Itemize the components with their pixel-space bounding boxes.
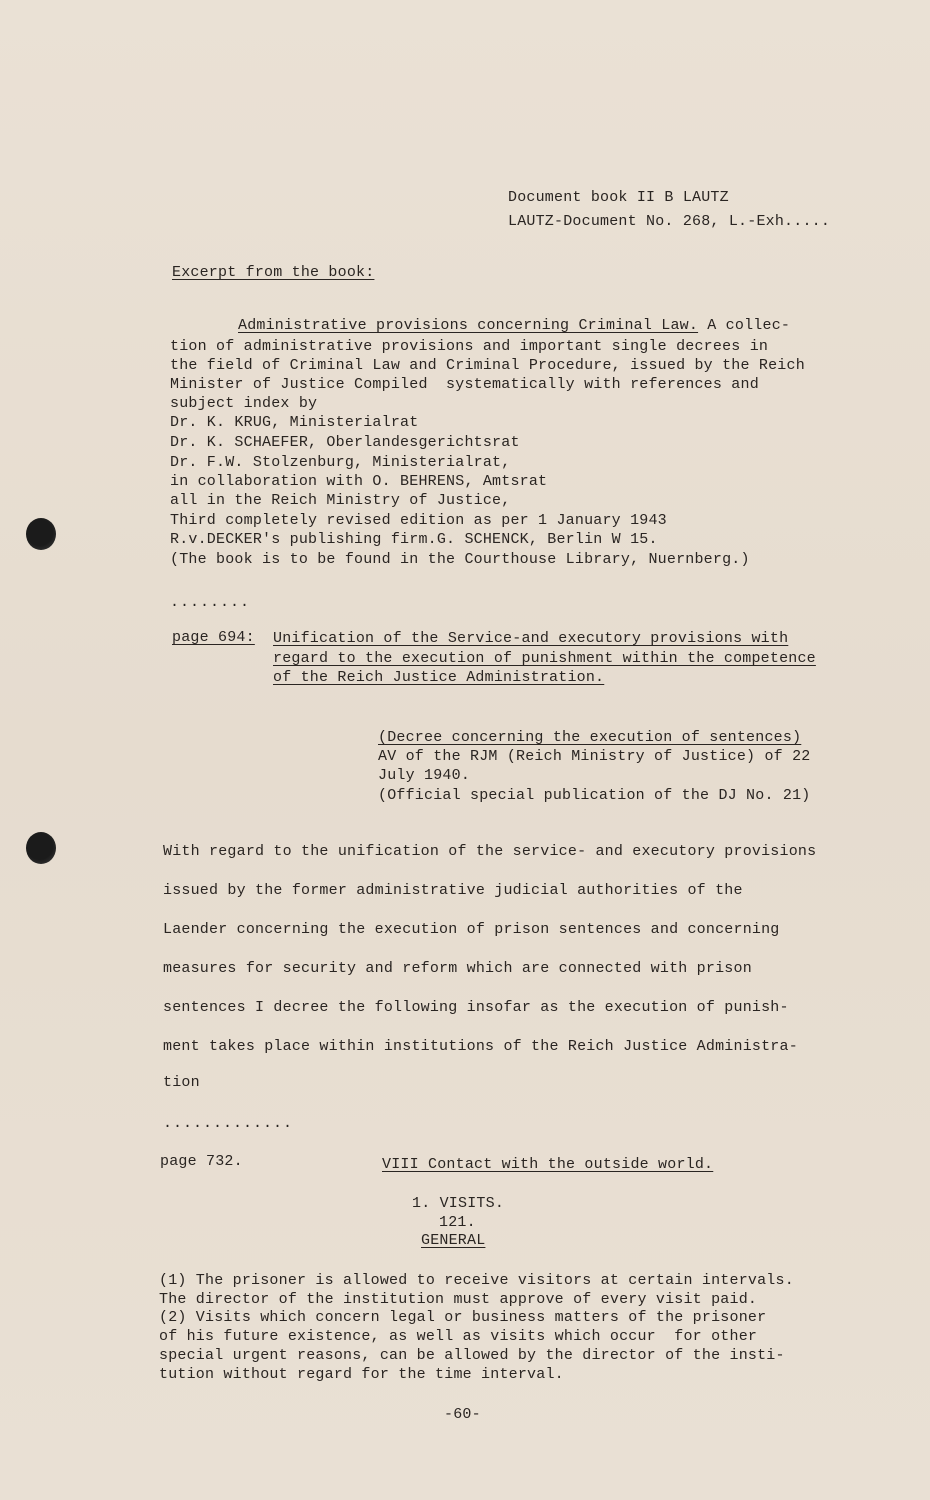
doc-book-ref: Document book II B LAUTZ [508, 189, 729, 206]
book-intro-line: all in the Reich Ministry of Justice, [170, 492, 511, 509]
subheading-general: GENERAL [421, 1232, 486, 1249]
book-intro-line: (The book is to be found in the Courthouse Library, Nuernberg.) [170, 551, 750, 568]
body-line: measures for security and reform which are connected with prison [163, 960, 752, 977]
visits-line: (1) The prisoner is allowed to receive visitors at certain intervals. [159, 1272, 794, 1289]
ellipsis-separator: ............. [163, 1115, 294, 1132]
decree-line: AV of the RJM (Reich Ministry of Justice) of 22 [378, 748, 811, 765]
page-694-label: page 694: [172, 629, 255, 646]
decree-title: (Decree concerning the execution of sentences) [378, 729, 802, 746]
book-intro-line: Minister of Justice Compiled systematically with references and [170, 376, 759, 393]
book-intro-line: in collaboration with O. BEHRENS, Amtsrat [170, 473, 548, 490]
body-line: tion [163, 1074, 200, 1091]
book-intro-line: Dr. K. KRUG, Ministerialrat [170, 414, 419, 431]
book-intro-line: subject index by [170, 395, 318, 412]
book-title-line [238, 316, 790, 335]
ellipsis-separator: ........ [170, 594, 251, 611]
visits-line: special urgent reasons, can be allowed by the director of the insti- [159, 1347, 785, 1364]
excerpt-heading: Excerpt from the book: [172, 264, 375, 281]
book-intro-line: Dr. F.W. Stolzenburg, Ministerialrat, [170, 454, 511, 471]
doc-number-ref: LAUTZ-Document No. 268, L.-Exh..... [508, 213, 831, 230]
body-line: With regard to the unification of the service- and executory provisions [163, 843, 817, 860]
subheading-visits: 1. VISITS. [412, 1195, 505, 1212]
book-title-rest: A collec- [698, 317, 791, 334]
body-line: Laender concerning the execution of prison sentences and concerning [163, 921, 780, 938]
body-line: sentences I decree the following insofar as the execution of punish- [163, 999, 789, 1016]
page-732-label: page 732. [160, 1153, 243, 1170]
book-intro-line: tion of administrative provisions and important single decrees in [170, 338, 769, 355]
subheading-number: 121. [439, 1214, 476, 1231]
book-title: Administrative provisions concerning Criminal Law. [238, 317, 699, 334]
visits-line: (2) Visits which concern legal or business matters of the prisoner [159, 1309, 767, 1326]
visits-line: tution without regard for the time interval. [159, 1366, 564, 1383]
decree-line: (Official special publication of the DJ No. 21) [378, 787, 811, 804]
decree-line: July 1940. [378, 767, 471, 784]
book-intro-line: Third completely revised edition as per 1 January 1943 [170, 512, 667, 529]
book-intro-line: Dr. K. SCHAEFER, Oberlandesgerichtsrat [170, 434, 520, 451]
body-line: ment takes place within institutions of the Reich Justice Administra- [163, 1038, 798, 1055]
punch-hole-middle [26, 832, 56, 864]
book-intro-line: R.v.DECKER's publishing firm.G. SCHENCK, Berlin W 15. [170, 531, 658, 548]
section-heading-line: regard to the execution of punishment within the competence [273, 650, 816, 667]
body-line: issued by the former administrative judicial authorities of the [163, 882, 743, 899]
page-number: -60- [444, 1406, 481, 1423]
visits-line: The director of the institution must approve of every visit paid. [159, 1291, 758, 1308]
section-heading-line: Unification of the Service-and executory provisions with [273, 630, 789, 647]
visits-line: of his future existence, as well as visits which occur for other [159, 1328, 758, 1345]
punch-hole-top [26, 518, 56, 550]
section-heading-line: of the Reich Justice Administration. [273, 669, 605, 686]
book-intro-line: the field of Criminal Law and Criminal Procedure, issued by the Reich [170, 357, 805, 374]
chapter-heading: VIII Contact with the outside world. [382, 1156, 714, 1173]
